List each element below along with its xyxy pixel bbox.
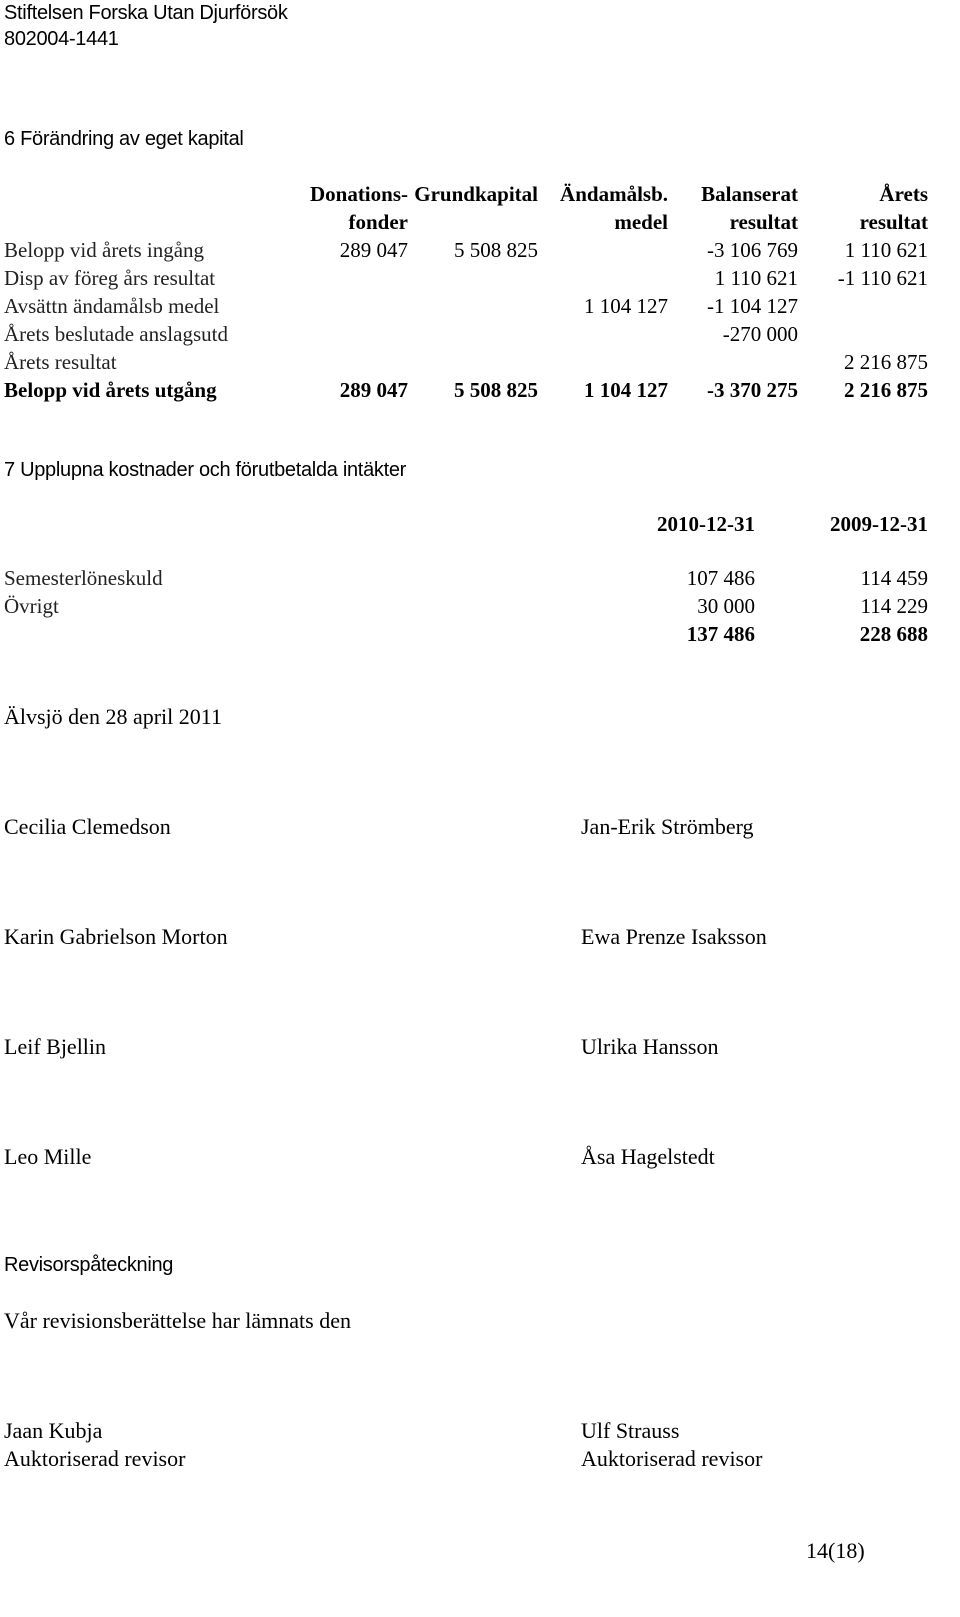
total-value: -3 370 275 <box>707 378 798 402</box>
cell-value: 289 047 <box>339 238 408 262</box>
signatory-name: Karin Gabrielson Morton <box>4 924 228 949</box>
cell-value: -1 104 127 <box>707 294 798 318</box>
signatory-name: Jan-Erik Strömberg <box>581 814 754 839</box>
col-header-arets-line1: Årets <box>879 182 928 206</box>
total-value: 137 486 <box>686 622 755 646</box>
page-number: 14(18) <box>806 1538 865 1563</box>
organization-number: 802004-1441 <box>4 28 119 50</box>
total-value: 2 216 875 <box>844 378 928 402</box>
signatory-name: Cecilia Clemedson <box>4 814 171 839</box>
cell-value: 30 000 <box>697 594 755 618</box>
col-header-2010: 2010-12-31 <box>657 512 755 536</box>
signatory-name: Ewa Prenze Isaksson <box>581 924 767 949</box>
table-header-row-2 <box>0 210 960 238</box>
table-header-row-1 <box>0 182 960 210</box>
cell-value: -270 000 <box>722 322 798 346</box>
cell-value: 107 486 <box>686 566 755 590</box>
col-header-andamalsb-line2: medel <box>614 210 668 234</box>
cell-value: 2 216 875 <box>844 350 928 374</box>
total-value: 228 688 <box>859 622 928 646</box>
col-header-andamalsb-line1: Ändamålsb. <box>560 182 668 206</box>
cell-value: -1 110 621 <box>837 266 928 290</box>
col-header-grundkapital: Grundkapital <box>414 182 538 206</box>
cell-value: 1 110 621 <box>714 266 798 290</box>
auditor-name: Jaan Kubja <box>4 1418 103 1443</box>
row-label: Semesterlöneskuld <box>4 566 163 590</box>
signatory-name: Ulrika Hansson <box>581 1034 719 1059</box>
cell-value: 5 508 825 <box>454 238 538 262</box>
signatory-name: Leif Bjellin <box>4 1034 107 1059</box>
place-date: Älvsjö den 28 april 2011 <box>4 704 222 729</box>
auditor-role: Auktoriserad revisor <box>4 1446 186 1471</box>
table-row <box>0 594 960 622</box>
col-header-arets-line2: resultat <box>859 210 928 234</box>
total-value: 289 047 <box>339 378 408 402</box>
table-row <box>0 266 960 294</box>
row-label: Avsättn ändamålsb medel <box>4 294 220 318</box>
cell-value: 1 104 127 <box>584 294 668 318</box>
col-header-donationsfonder-line2: fonder <box>348 210 408 234</box>
row-label: Årets beslutade anslagsutd <box>4 322 228 346</box>
auditor-role: Auktoriserad revisor <box>581 1446 763 1471</box>
col-header-balanserat-line1: Balanserat <box>701 182 798 206</box>
cell-value: -3 106 769 <box>707 238 798 262</box>
cell-value: 1 110 621 <box>844 238 928 262</box>
signatory-name: Åsa Hagelstedt <box>581 1144 715 1169</box>
cell-value: 114 229 <box>860 594 928 618</box>
col-header-2009: 2009-12-31 <box>830 512 928 536</box>
table-row <box>0 566 960 594</box>
signatory-name: Leo Mille <box>4 1144 92 1169</box>
col-header-balanserat-line2: resultat <box>729 210 798 234</box>
row-label: Belopp vid årets ingång <box>4 238 205 262</box>
table-row <box>0 294 960 322</box>
audit-title: Revisorspåteckning <box>4 1254 174 1276</box>
row-label: Övrigt <box>4 594 59 618</box>
row-label: Disp av föreg års resultat <box>4 266 216 290</box>
note-7-title: 7 Upplupna kostnader och förutbetalda intäkter <box>4 459 407 481</box>
table-total-row <box>0 378 960 406</box>
note-6-title: 6 Förändring av eget kapital <box>4 128 244 150</box>
row-label: Årets resultat <box>4 350 117 374</box>
table-row <box>0 350 960 378</box>
total-value: 5 508 825 <box>454 378 538 402</box>
total-label: Belopp vid årets utgång <box>4 378 217 402</box>
organization-name: Stiftelsen Forska Utan Djurförsök <box>4 2 288 24</box>
table-row <box>0 322 960 350</box>
cell-value: 114 459 <box>860 566 928 590</box>
table-total-row <box>0 622 960 650</box>
col-header-donationsfonder-line1: Donations- <box>309 182 408 206</box>
total-value: 1 104 127 <box>584 378 668 402</box>
auditor-name: Ulf Strauss <box>581 1418 680 1443</box>
table-row <box>0 238 960 266</box>
table-header-row <box>0 512 960 540</box>
audit-statement: Vår revisionsberättelse har lämnats den <box>4 1308 351 1333</box>
